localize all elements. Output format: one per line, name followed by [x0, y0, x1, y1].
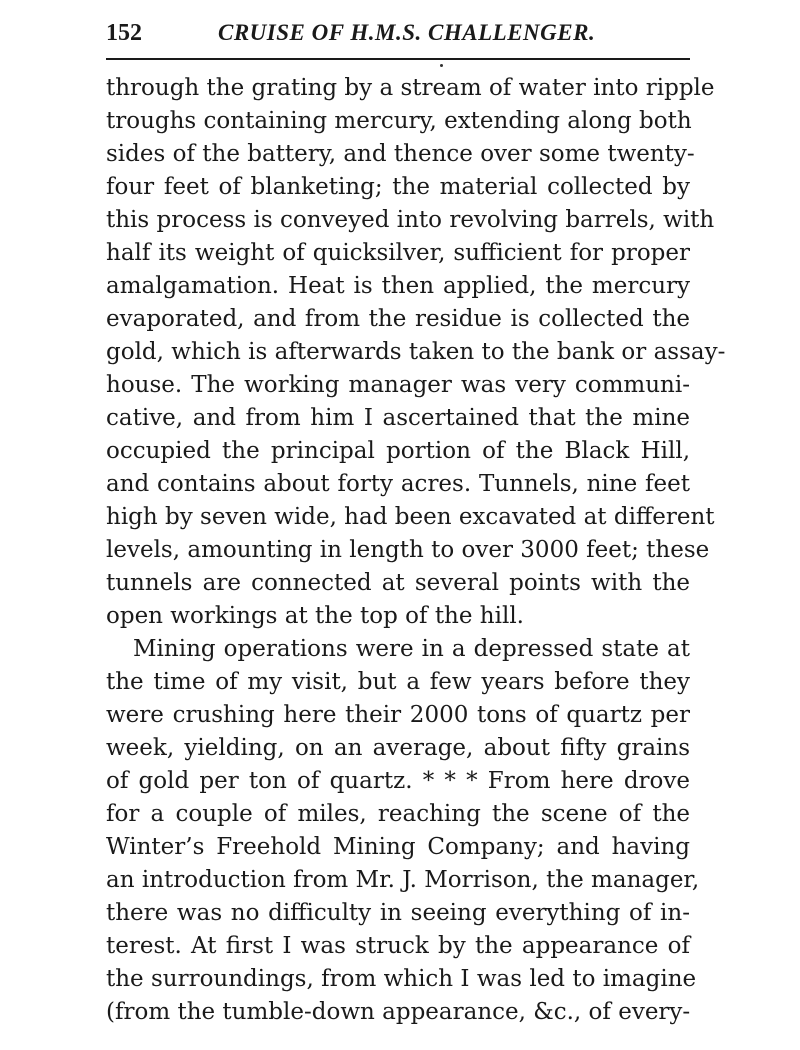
text-line: half its weight of quicksilver, sufficient for proper	[106, 240, 690, 266]
text-line: occupied the principal portion of the Black Hill,	[106, 438, 690, 464]
paragraph-start-line: Mining operations were in a depressed state at	[133, 636, 690, 662]
text-line: evaporated, and from the residue is collected the	[106, 306, 690, 332]
text-line: through the grating by a stream of water into ripple	[106, 75, 715, 101]
text-line: of gold per ton of quartz. * * * From here drove	[106, 768, 690, 794]
text-line: gold, which is afterwards taken to the bank or assay-	[106, 339, 726, 365]
text-line: house. The working manager was very communi-	[106, 372, 690, 398]
text-line: levels, amounting in length to over 3000 feet; these	[106, 537, 710, 563]
text-line: Winter’s Freehold Mining Company; and having	[106, 834, 690, 860]
text-line: this process is conveyed into revolving barrels, with	[106, 207, 715, 233]
page-number: 152	[106, 20, 142, 46]
text-line: there was no difficulty in seeing everything of in-	[106, 900, 690, 926]
text-line: for a couple of miles, reaching the scene of the	[106, 801, 690, 827]
page-header	[106, 20, 690, 50]
text-line: week, yielding, on an average, about fifty grains	[106, 735, 690, 761]
text-line: (from the tumble-down appearance, &c., of every-	[106, 999, 691, 1025]
text-line: terest. At first I was struck by the appearance of	[106, 933, 690, 959]
paragraph-end-line: open workings at the top of the hill.	[106, 603, 524, 629]
text-line: the surroundings, from which I was led to imagine	[106, 966, 697, 992]
text-line: were crushing here their 2000 tons of quartz per	[106, 702, 690, 728]
header-rule	[106, 58, 690, 60]
text-line: and contains about forty acres. Tunnels, nine feet	[106, 471, 690, 497]
text-line: amalgamation. Heat is then applied, the mercury	[106, 273, 690, 299]
text-line: the time of my visit, but a few years before they	[106, 669, 690, 695]
text-line: cative, and from him I ascertained that the mine	[106, 405, 690, 431]
text-line: an introduction from Mr. J. Morrison, the manager,	[106, 867, 700, 893]
text-line: sides of the battery, and thence over some twenty-	[106, 141, 695, 167]
text-line: four feet of blanketing; the material collected by	[106, 174, 690, 200]
text-line: troughs containing mercury, extending along both	[106, 108, 692, 134]
body-text	[106, 72, 726, 1029]
text-line: tunnels are connected at several points with the	[106, 570, 690, 596]
text-line: high by seven wide, had been excavated at different	[106, 504, 715, 530]
running-title: CRUISE OF H.M.S. CHALLENGER.	[218, 20, 596, 45]
rule-mark	[440, 64, 443, 67]
